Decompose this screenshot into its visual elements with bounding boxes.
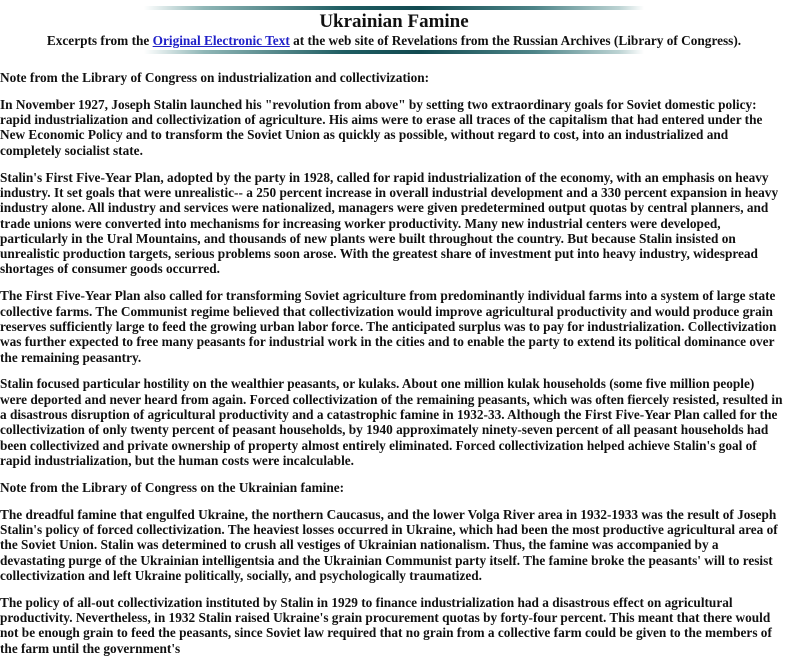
article-body xyxy=(0,70,788,656)
header-spacer xyxy=(0,54,788,70)
paragraph-grain-quotas: The policy of all-out collectivization instituted by Stalin in 1929 to finance industrialization had a disastrous effect on agricultural productivity. Nevertheless, in 1932 Stalin raised Ukraine's grain procurement quotas by forty-four percent. This meant that there would not be enough grain to feed the peasants, since Soviet law required that no grain from a collective farm could be given to the members of the farm until the government's xyxy=(0,594,772,656)
paragraph-five-year-plan: Stalin's First Five-Year Plan, adopted by the party in 1928, called for rapid industrialization of the economy, with an emphasis on heavy industry. It set goals that were unrealistic-- a 250 percent increase in overall industrial development and a 330 percent expansion in heavy industry alone. All industry and services were nationalized, managers were given predetermined output quotas by central planners, and trade unions were converted into mechanisms for increasing worker productivity. Many new industrial centers were developed, particularly in the Ural Mountains, and thousands of new plants were built throughout the country. But because Stalin insisted on unrealistic production targets, serious problems soon arose. With the greatest share of investment put into heavy industry, widespread shortages of consumer goods occurred. xyxy=(0,169,779,277)
subtitle-prefix: Excerpts from the xyxy=(46,33,153,48)
page-subtitle xyxy=(0,33,788,48)
original-electronic-text-link[interactable]: Original Electronic Text xyxy=(152,33,290,48)
top-divider xyxy=(144,6,644,10)
section-heading-famine: Note from the Library of Congress on the Ukrainian famine: xyxy=(0,479,345,495)
paragraph-dreadful-famine: The dreadful famine that engulfed Ukraine, the northern Caucasus, and the lower Volga River area in 1932-1933 was the result of Joseph Stalin's policy of forced collectivization. The heaviest losses occurred in Ukraine, which had been the most productive agricultural area of the Soviet Union. Stalin was determined to crush all vestiges of Ukrainian nationalism. Thus, the famine was accompanied by a devastating purge of the Ukrainian intelligentsia and the Ukrainian Communist party itself. The famine broke the peasants' will to resist collectivization and left Ukraine politically, socially, and psychologically traumatized. xyxy=(0,506,778,583)
paragraph-revolution-from-above: In November 1927, Joseph Stalin launched his "revolution from above" by setting two extraordinary goals for Soviet domestic policy: rapid industrialization and collectivization of agriculture. His aims were to erase all traces of the capitalism that had entered under the New Economic Policy and to transform the Soviet Union as quickly as possible, without regard to cost, into an industrialized and completely socialist state. xyxy=(0,96,763,158)
paragraph-kulaks: Stalin focused particular hostility on the wealthier peasants, or kulaks. About one million kulak households (some five million people) were deported and never heard from again. Forced collectivization of the remaining peasants, which was often fiercely resisted, resulted in a disastrous disruption of agricultural productivity and a catastrophic famine in 1932-33. Although the First Five-Year Plan called for the collectivization of only twenty percent of peasant households, by 1940 approximately ninety-seven percent of all peasant households had been collectivized and private ownership of property almost entirely eliminated. Forced collectivization helped achieve Stalin's goal of rapid industrialization, but the human costs were incalculable. xyxy=(0,376,783,468)
subtitle-suffix: at the web site of Revelations from the Russian Archives (Library of Congress). xyxy=(289,33,742,48)
page-header xyxy=(0,6,788,54)
paragraph-agriculture-collectivization: The First Five-Year Plan also called for transforming Soviet agriculture from predominantly individual farms into a system of large state collective farms. The Communist regime believed that collectivization would improve agricultural productivity and would produce grain reserves sufficiently large to feed the growing urban labor force. The anticipated surplus was to pay for industrialization. Collectivization was further expected to free many peasants for industrial work in the cities and to enable the party to extend its political dominance over the remaining peasantry. xyxy=(0,288,777,365)
section-heading-industrialization: Note from the Library of Congress on industrialization and collectivization: xyxy=(0,70,430,85)
page-title: Ukrainian Famine xyxy=(319,11,469,32)
